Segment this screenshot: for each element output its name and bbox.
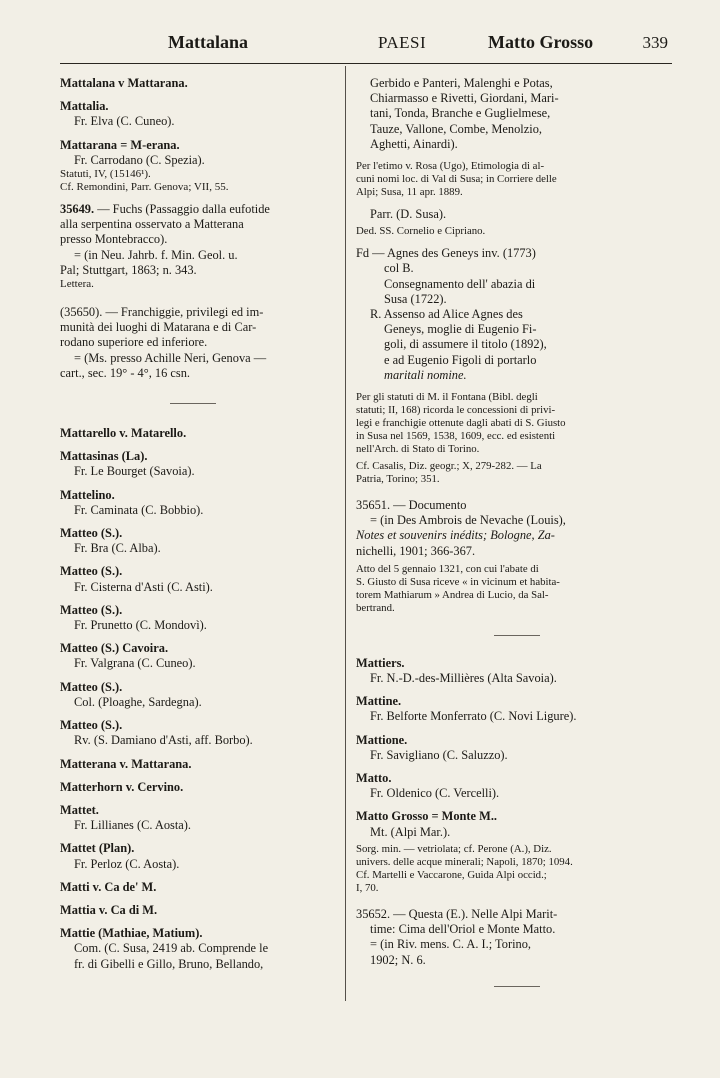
entry-line: Fr. Perloz (C. Aosta). [74,856,180,871]
note-line: Cf. Casalis, Diz. geogr.; X, 279-282. — La [356,460,542,473]
note-line: bertrand. [356,601,395,614]
entry [60,305,345,381]
note-line: Cf. Martelli e Vaccarone, Guida Alpi occid.; [356,868,547,881]
entry [60,426,345,441]
entry-headword: Mattet. [60,802,99,817]
entry-headword: Mattia v. Ca di M. [60,902,158,917]
entry-headword: Matto Grosso = Monte M.. [356,809,498,824]
note-line: torem Mathiarum » Andrea di Lucio, da Sal- [356,588,549,601]
right-column [356,76,660,1001]
entry-headword: Mattiers. [356,655,405,670]
entry-headword: Mattelino. [60,487,115,502]
dedication-line: Ded. SS. Cornelio e Cipriano. [356,225,486,238]
entry-line: Fr. Carrodano (C. Spezia). [74,152,205,167]
entry-headword: Matto. [356,771,392,786]
entry [60,680,345,710]
entry-headword: Matterhorn v. Cervino. [60,779,184,794]
note-line: in Susa nel 1569, 1538, 1609, ecc. ed esistenti [356,430,556,443]
entry-line: Fr. Prunetto (C. Mondovì). [74,618,207,633]
column-divider [345,66,346,1001]
etymology-note [356,160,660,199]
note-line: legi e franchigie ottenute dagli abati di S. Giusto [356,417,566,430]
entry-line: Fr. Lillianes (C. Aosta). [74,818,192,833]
entry-note: Statuti, IV, (15146¹). [60,168,151,181]
entry-headword: Matteo (S.). [60,602,123,617]
entry-headword: Matteo (S.). [60,679,123,694]
entry-line: Mt. (Alpi Mar.). [370,824,451,839]
fonds-line: col B. [384,261,414,276]
entry-line: fr. di Gibelli e Gillo, Bruno, Bellando, [74,956,264,971]
entry-headword: Mattarello v. Matarello. [60,426,187,441]
entry [356,694,660,724]
fonds-line: R. Assenso ad Alice Agnes des [370,307,523,322]
fonds-line: Susa (1722). [384,291,447,306]
section-separator [494,986,540,987]
entry-headword: Matterana v. Mattarana. [60,756,192,771]
entry-number: (35650). [60,305,103,320]
entry [60,803,345,833]
entry-headword: Mattarana = M-erana. [60,137,180,152]
entry-line: cart., sec. 19° - 4°, 16 csn. [60,365,190,380]
doc-line: 35651. — Documento [356,498,467,513]
entry-headword: Matteo (S.). [60,564,123,579]
header-rule [60,63,672,64]
header-last-entry: Matto Grosso [488,32,594,52]
note-line: Sorg. min. — vetriolata; cf. Perone (A.), Diz. [356,842,552,855]
entry [60,880,345,895]
entry-line: = (Ms. presso Achille Neri, Genova — [74,350,267,365]
entry-line: Col. (Ploaghe, Sardegna). [74,694,202,709]
note-line: S. Giusto di Susa riceve « in vicinum et habita- [356,575,560,588]
note-line: I, 70. [356,881,379,894]
entry-line: Fr. Elva (C. Cuneo). [74,114,175,129]
parish-info [356,207,660,238]
entry-line: Tauze, Vallone, Combe, Menolzio, [370,121,542,136]
note-line: Per l'etimo v. Rosa (Ugo), Etimologia di al- [356,160,545,173]
page-header [60,28,668,58]
entry-line: Fr. N.-D.-des-Millières (Alta Savoia). [370,671,557,686]
entry-headword: Mattie (Mathiae, Matium). [60,926,203,941]
entry-headword: Mattalana v Mattarana. [60,76,188,90]
entry-line: = (in Riv. mens. C. A. I.; Torino, [370,937,532,952]
entry-headword: Matteo (S.) Cavoira. [60,641,169,656]
entry-headword: Matti v. Ca de' M. [60,879,157,894]
note-line: Atto del 5 gennaio 1321, con cui l'abate di [356,562,539,575]
page-number: 339 [642,33,668,52]
entry-line: Fr. Valgrana (C. Cuneo). [74,656,196,671]
entry [60,780,345,795]
fonds-info [356,246,660,383]
fonds-line: e ad Eugenio Figoli di portarlo [384,352,537,367]
entry [60,488,345,518]
note-line: cuni nomi loc. di Val di Susa; in Corriere delle [356,173,557,186]
entry-headword: Mattione. [356,732,408,747]
document-entry [356,498,660,615]
entry [60,138,345,194]
entry-headword: Matteo (S.). [60,718,123,733]
entry-continuation [356,76,660,152]
entry [60,76,345,91]
left-column [60,76,345,980]
doc-line: = (in Des Ambrois de Nevache (Louis), [370,513,566,528]
entry [60,718,345,748]
entry-line: Fr. Cisterna d'Asti (C. Asti). [74,579,213,594]
entry-line: rodano superiore ed inferiore. [60,335,208,350]
entry [60,564,345,594]
entry-headword: Mattine. [356,694,402,709]
fonds-line: maritali nomine. [384,367,467,382]
doc-line: nichelli, 1901; 366-367. [356,543,476,558]
entry [356,656,660,686]
fonds-line: Consegnamento dell' abazia di [384,276,536,291]
entry-line: Fr. Oldenico (C. Vercelli). [370,786,500,801]
entry [356,733,660,763]
header-section: PAESI [378,33,427,52]
entry-line: Fr. Le Bourget (Savoia). [74,464,195,479]
entry-headword: Mattasinas (La). [60,449,148,464]
entry [60,903,345,918]
entry [356,907,660,968]
entry-line: Pal; Stuttgart, 1863; n. 343. [60,262,197,277]
entry-line: presso Montebracco). [60,232,168,247]
note-line: Alpi; Susa, 11 apr. 1889. [356,186,463,199]
entry-line: alla serpentina osservato a Matterana [60,217,244,232]
entry-line: Chiarmasso e Rivetti, Giordani, Mari- [370,91,559,106]
entry-line: Fr. Savigliano (C. Saluzzo). [370,747,508,762]
entry [60,757,345,772]
entry-line: Fr. Belforte Monferrato (C. Novi Ligure). [370,709,577,724]
entry-line: time: Cima dell'Oriol e Monte Matto. [370,922,556,937]
entry-line: tani, Tonda, Branche e Guglielmese, [370,106,551,121]
header-first-entry: Mattalana [168,32,248,52]
entry [60,603,345,633]
entry [60,526,345,556]
entry [60,202,345,291]
note-line: nell'Arch. di Stato di Torino. [356,443,480,456]
entry-headword: Matteo (S.). [60,526,123,541]
entry-headword: Mattet (Plan). [60,841,135,856]
entry-line: Fr. Caminata (C. Bobbio). [74,502,204,517]
parish-line: Parr. (D. Susa). [370,207,447,222]
fonds-line: goli, di assumere il titolo (1892), [384,337,547,352]
fonds-line: Geneys, moglie di Eugenio Fi- [384,322,537,337]
entry-line: munità dei luoghi di Matarana e di Car- [60,320,257,335]
entry [356,809,660,894]
entry [60,841,345,871]
entry-headword: Mattalia. [60,99,109,114]
entry [60,99,345,129]
doc-line: Notes et souvenirs inédits; Bologne, Za- [356,528,555,543]
entry [60,926,345,972]
entry-line: Aghetti, Ainardi). [370,136,458,151]
entry-line: Gerbido e Panteri, Malenghi e Potas, [370,76,553,90]
section-separator [170,403,216,404]
entry-line: = (in Neu. Jahrb. f. Min. Geol. u. [74,247,238,262]
entry [60,449,345,479]
note-line: Patria, Torino; 351. [356,473,440,486]
entry-note: Lettera. [60,278,94,291]
entry-line: 1902; N. 6. [370,952,426,967]
note-line: Per gli statuti di M. il Fontana (Bibl. degli [356,391,538,404]
fonds-line: Fd — Agnes des Geneys inv. (1773) [356,246,536,261]
entry-line: — Franchiggie, privilegi ed im- [105,305,264,320]
statutes-note [356,391,660,486]
entry-line: Fr. Bra (C. Alba). [74,541,161,556]
entry-line: Com. (C. Susa, 2419 ab. Comprende le [74,941,269,956]
entry-line: Rv. (S. Damiano d'Asti, aff. Borbo). [74,733,253,748]
entry [60,641,345,671]
entry [356,771,660,801]
entry-line: — Fuchs (Passaggio dalla eufotide [97,202,270,217]
section-separator [494,635,540,636]
entry-note: Cf. Remondini, Parr. Genova; VII, 55. [60,181,229,194]
entry-line: 35652. — Questa (E.). Nelle Alpi Marit- [356,906,558,921]
note-line: univers. delle acque minerali; Napoli, 1870; 1094. [356,855,573,868]
entry-number: 35649. [60,202,95,217]
note-line: statuti; II, 168) ricorda le concessioni di privi- [356,404,556,417]
